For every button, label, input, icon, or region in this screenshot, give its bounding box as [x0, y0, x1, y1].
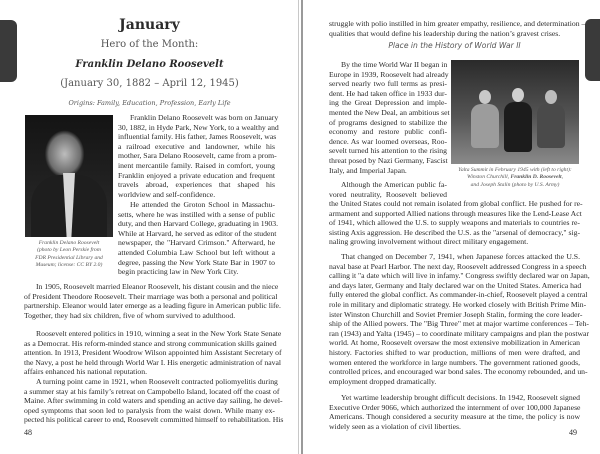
text-line: He attended the Groton School in Massachu-: [130, 200, 275, 209]
caption-line: [449, 174, 581, 181]
text-line: sisting Axis aggression. He described the U.S. as the "arsenal of democracy," sig-: [329, 227, 580, 237]
text-line: dent. He had taken office in 1933 dur-: [329, 88, 447, 98]
text-line: threat posed by Nazi Germany, Fascist: [329, 155, 448, 165]
text-line: inent mercantile family. Raised in comfort, young: [118, 160, 275, 170]
text-line: Roosevelt entered politics in 1910, winning a seat in the New York State Senate: [36, 329, 282, 338]
figure-churchill: [471, 104, 499, 148]
text-line: employment dropped dramatically.: [329, 376, 437, 386]
text-line: qualities that would define his leadership during the nation’s gravest crises.: [329, 28, 561, 38]
text-line: naling growing involvement without direct military engagement.: [329, 237, 529, 247]
text-line: calling it "a date which will live in infamy." Congress swiftly declared war on Japan,: [329, 271, 590, 281]
paragraph-ww2-start: [329, 60, 450, 175]
text-line: ister Winston Churchill and Soviet Premier Joseph Stalin, forming the core leader-: [329, 309, 583, 319]
text-line: world. At home, Roosevelt oversaw the most extensive mobilization in American: [329, 338, 580, 348]
text-line: struggle with polio instilled in him greater empathy, resilience, and determination –: [329, 19, 586, 28]
caption-line: Franklin Delano Roosevelt: [38, 240, 100, 246]
right-page: [301, 0, 600, 454]
page-tab-marker: [0, 20, 17, 82]
text-line: attention. In 1913, President Woodrow Wilson appointed him Assistant Secretary of: [24, 348, 282, 358]
page-number: 49: [569, 428, 577, 437]
text-line: pected his political career to end, Roosevelt committed himself to rehabilitation. His: [24, 415, 284, 425]
life-dates: (January 30, 1882 – April 12, 1945): [60, 78, 239, 89]
text-line: partnership. Eleanor would later emerge as a leading figure in American public life.: [24, 301, 281, 311]
month-title: January: [119, 17, 180, 33]
text-line: Together, they had six children, five of whom survived to adulthood.: [24, 310, 236, 320]
caption-text: Winston Churchill,: [467, 174, 511, 181]
left-page: [0, 0, 299, 454]
text-line: widely seen as a violation of civil liberties.: [329, 421, 461, 431]
text-line: fully entered the global conflict. As commander-in-chief, Roosevelt played a central: [329, 290, 588, 300]
text-line: as a Democrat. His reform-minded stance and strong communication skills gained: [24, 338, 277, 348]
text-line: attended Columbia Law School but left without a: [118, 247, 275, 257]
text-line: Franklin Delano Roosevelt was born on January: [130, 113, 279, 122]
text-line: 30, 1882, in Hyde Park, New York, to a wealthy and: [118, 122, 279, 132]
text-line: setts, where he was instilled with a sense of public: [118, 209, 275, 219]
text-line: Although the American public fa-: [341, 180, 447, 189]
text-line: Maine. After swimming in cold waters and spending an active day sailing, he devel-: [24, 396, 283, 406]
face: [479, 90, 491, 104]
text-line: degree, passing the New York State Bar in 1907 to: [118, 257, 275, 267]
text-line: served nearly two full terms as presi-: [329, 79, 447, 89]
text-line: newspaper, the "Harvard Crimson." Afterward, he: [118, 238, 275, 248]
paragraph-neutrality: [329, 199, 583, 247]
caption-fdr: Franklin D. Roosevelt: [510, 174, 562, 181]
text-line: That changed on December 7, 1941, when Japanese forces attacked the U.S.: [341, 252, 580, 261]
yalta-caption: [449, 167, 581, 189]
text-line: and days later, Germany and Italy declared war on the United States. America had: [329, 280, 582, 290]
text-line: Europe in 1939, Roosevelt had already: [329, 69, 449, 79]
text-line: armament and supported Allied nations through measures like the Lend-Lease Act: [329, 208, 582, 218]
text-line: controlled prices, and encouraged war bond sales. The economy rebounded, and un-: [329, 367, 588, 377]
text-line: history. Factories shifted to war production, millions of men were drafted, and: [329, 347, 580, 357]
paragraph-education: [118, 200, 279, 277]
text-line: of President Theodore Roosevelt. Their marriage was both a personal and political: [24, 291, 278, 301]
paragraph-continued: [329, 19, 586, 38]
text-line: A turning point came in 1921, when Roosevelt contracted poliomyelitis during: [36, 377, 278, 386]
text-line: worldview and self-confidence.: [118, 189, 216, 199]
text-line: the United States could not remain isolated from global conflict. He pushed for re-: [329, 199, 583, 208]
text-line: vored neutrality, Roosevelt believed: [329, 189, 447, 199]
text-line: Franklin enjoyed a private education and frequent: [118, 170, 275, 180]
paragraph-birth: [118, 113, 279, 199]
text-line: sevelt turned his attention to the rising: [329, 146, 447, 156]
text-line: of programs designed to stabilize the: [329, 117, 447, 127]
text-line: duty, and then Harvard College, graduating in 1903.: [118, 219, 279, 229]
text-line: travels abroad, experiences that shaped his: [118, 180, 275, 190]
caption-line: Yalta Summit in February 1945 with (left to right):: [458, 167, 572, 173]
figure-roosevelt: [504, 102, 532, 152]
text-line: dence. As war loomed overseas, Roo-: [329, 136, 447, 146]
text-line: ran (1943) and Yalta (1945) – to coordinate military campaigns and plan the postwar: [329, 328, 590, 338]
text-line: of 1941, which allowed the U.S. to supply weapons and materials to countries re-: [329, 218, 580, 228]
paragraph-marriage: [24, 282, 281, 320]
text-line: Italy, and Imperial Japan.: [329, 165, 407, 175]
text-line: a railroad executive and landowner, while his: [118, 141, 275, 151]
caption-line: and Joseph Stalin (photo by U.S. Army): [470, 181, 560, 188]
page-tab-marker: [585, 19, 600, 81]
caption-line: FDR Presidential Library and: [35, 254, 103, 261]
text-line: role in military and diplomatic strategy. He worked closely with British Prime Min-: [329, 299, 587, 309]
text-line: In 1905, Roosevelt married Eleanor Roosevelt, his distant cousin and the niece: [36, 282, 279, 291]
text-line: affairs enhanced his national reputation.: [24, 367, 148, 377]
portrait-caption: [24, 240, 114, 270]
paragraph-politics: [24, 329, 282, 377]
text-line: the Navy, a post he held through World War I. His energetic administration of naval: [24, 357, 282, 367]
paragraph-neutrality-start: [329, 180, 447, 199]
page-number: 48: [24, 428, 32, 437]
text-line: Executive Order 9066, which authorized the internment of over 100,000 Japanese: [329, 402, 581, 412]
caption-text: ,: [561, 174, 563, 181]
yalta-photo: [451, 60, 579, 164]
text-line: Yet wartime leadership brought difficult decisions. In 1942, Roosevelt signed: [341, 393, 580, 402]
text-line: begin practicing law in New York City.: [118, 267, 239, 277]
text-line: a summer stay at his family’s retreat on Campobello Island, located off the coast of: [24, 386, 280, 396]
figure-stalin: [537, 104, 565, 148]
text-line: mother, Sara Delano Roosevelt, came from a prom-: [118, 151, 277, 161]
text-line: ship of the Allied powers. The "Big Three" met at major wartime conferences – Teh-: [329, 319, 589, 329]
section-heading: Place in the History of World War II: [388, 41, 521, 50]
text-line: naval base at Pearl Harbor. The next day, Roosevelt addressed Congress in a speech: [329, 261, 587, 271]
face: [545, 90, 557, 104]
portrait-photo: [25, 115, 113, 237]
text-line: While at Harvard, he served as editor of the student: [118, 228, 277, 238]
text-line: mented the New Deal, an ambitious set: [329, 107, 450, 117]
hero-name: Franklin Delano Roosevelt: [75, 59, 224, 70]
text-line: influential family. His father, James Roosevelt, was: [118, 132, 277, 142]
paragraph-internment: [329, 393, 580, 431]
paragraph-pearl-harbor: [329, 252, 590, 386]
caption-line: (photo by Leon Perskie from: [37, 247, 101, 254]
text-line: By the time World War II began in: [341, 60, 448, 69]
caption-line: Museum; license: CC BY 2.0): [35, 262, 103, 269]
text-line: women entered the workforce in large numbers. The government rationed goods,: [329, 357, 580, 367]
section-heading: Origins: Family, Education, Profession, Early Life: [68, 99, 231, 107]
paragraph-polio: [24, 377, 284, 425]
text-line: oped symptoms that soon led to paralysis from the waist down. While many ex-: [24, 405, 275, 415]
face: [512, 88, 524, 102]
text-line: economy and restore public confi-: [329, 127, 447, 137]
text-line: Americans. Though considered a security measure at the time, the policy is now: [329, 412, 580, 422]
subtitle: Hero of the Month:: [100, 39, 199, 50]
text-line: ing the Great Depression and imple-: [329, 98, 447, 108]
